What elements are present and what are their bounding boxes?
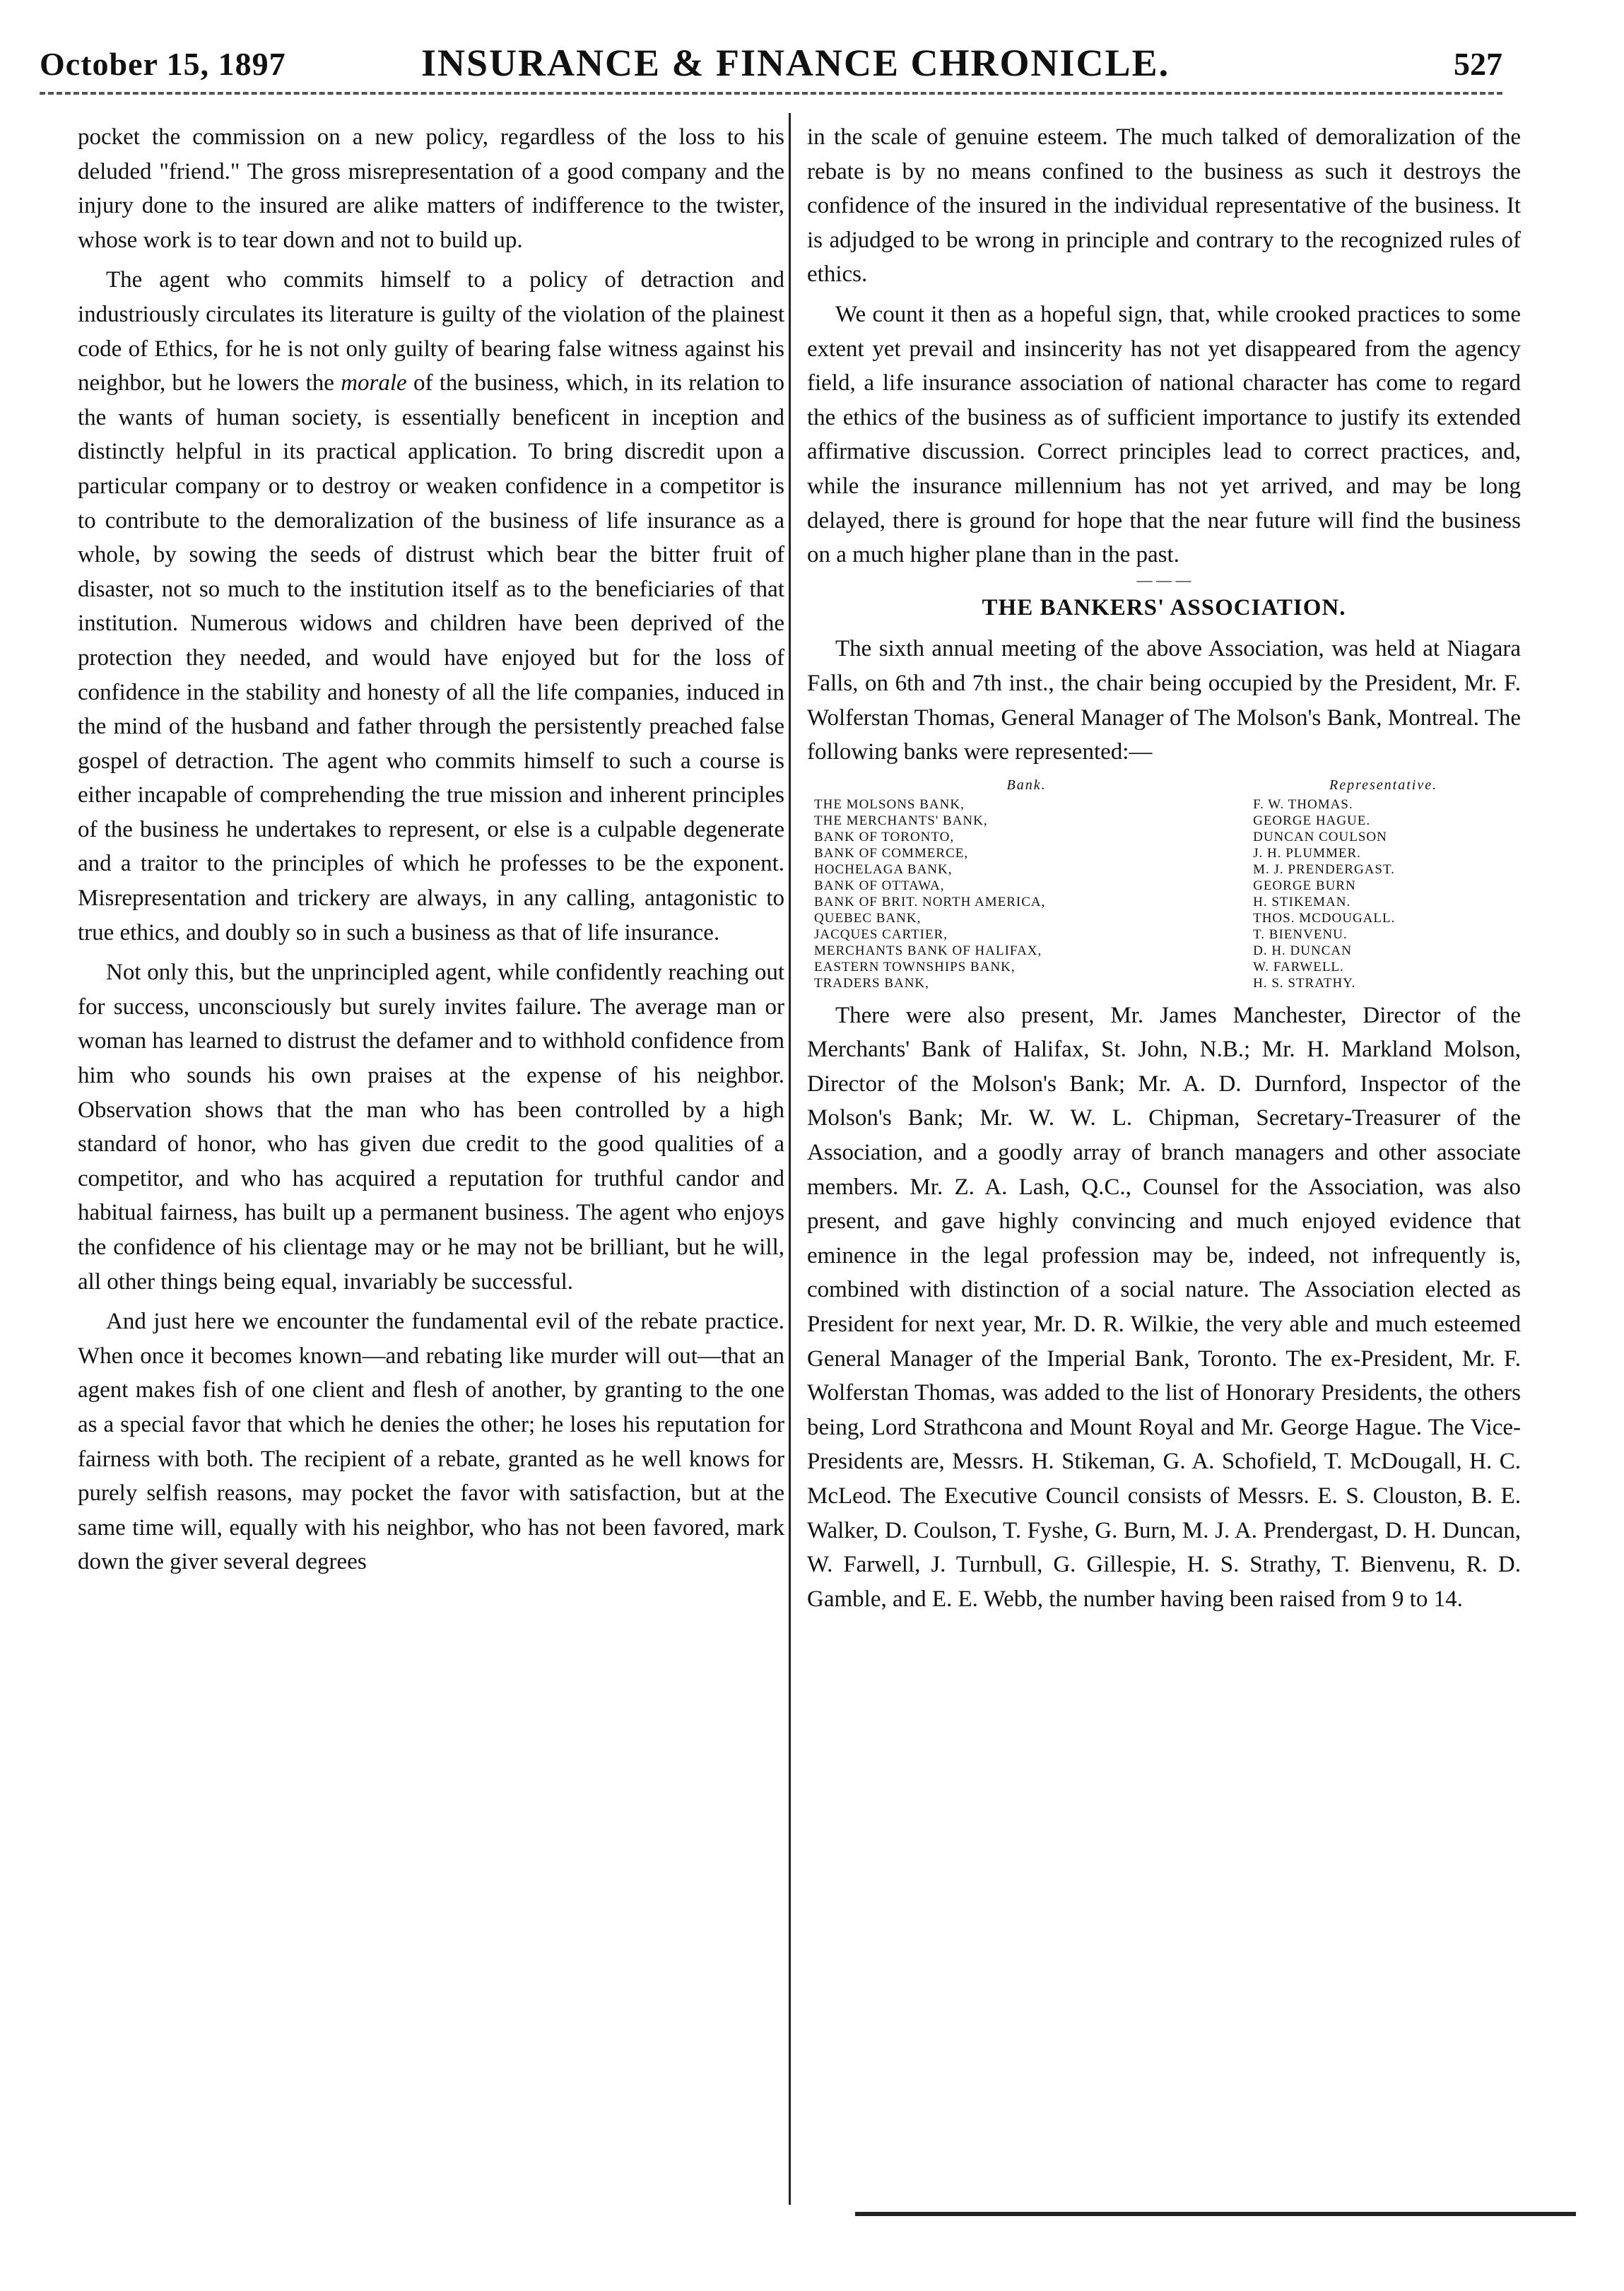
bank-name-cell: BANK OF TORONTO, — [814, 829, 955, 844]
representative-cell: T. BIENVENU. — [1253, 926, 1348, 942]
bank-name-cell: THE MERCHANTS' BANK, — [814, 813, 988, 828]
issue-date: October 15, 1897 — [40, 46, 286, 82]
representative-cell: H. S. STRATHY. — [1253, 975, 1356, 991]
left-paragraph-2-part-b: of the business, which, in its relation to the wants of human society, is essentially beneficent in inception and distinctly helpful in its practical application. To bring discredit upon a particular company or to destroy or weaken confidence in a competitor is to contribute to the demoralization of the business of life insurance as a whole, by sowing the seeds of distrust which bear the bitter fruit of disaster, not so much to the institution itself as to the beneficiaries of that institution. Numerous widows and children have been deprived of the protection they needed, and would have enjoyed but for the loss of confidence in the stability and honesty of all the life companies, induced in the mind of the husband and father through the persistently preached false gospel of detraction. The agent who commits himself to such a course is either incapable of comprehending the true mission and inherent principles of the business he undertakes to represent, or else is a culpable degenerate and a traitor to the principles of which he professes to be the exponent. Misrepresentation and trickery are always, in any calling, antagonistic to true ethics, and doubly so in such a business as that of life insurance. — [78, 370, 785, 946]
bank-name-cell: HOCHELAGA BANK, — [814, 861, 953, 877]
table-row — [807, 910, 1521, 926]
representative-cell: W. FARWELL. — [1253, 959, 1344, 974]
table-row — [807, 959, 1521, 975]
bank-name-cell: BANK OF BRIT. NORTH AMERICA, — [814, 894, 1046, 909]
right-paragraph-1: in the scale of genuine esteem. The much talked of demoralization of the rebate is by no means confined to the business as such it destroys the confidence of the insured in the individual representative of the business. It is adjudged to be wrong in principle and contrary to the recognized rules of ethics. — [807, 124, 1521, 288]
representative-cell: D. H. DUNCAN — [1253, 943, 1352, 958]
representative-cell: THOS. MCDOUGALL. — [1253, 910, 1396, 926]
table-row — [807, 845, 1521, 861]
bank-name-cell: MERCHANTS BANK OF HALIFAX, — [814, 943, 1042, 958]
representative-cell: H. STIKEMAN. — [1253, 894, 1351, 909]
table-row — [807, 926, 1521, 943]
left-paragraph-2-part-a: The agent who commits himself to a policy of detraction and industriously circulates its literature is guilty of the violation of the plainest code of Ethics, for he is not only guilty of bearing false witness against his neighbor, but he lowers the — [78, 267, 784, 396]
representative-cell: J. H. PLUMMER. — [1253, 845, 1361, 861]
bank-name-cell: BANK OF COMMERCE, — [814, 845, 969, 861]
table-row — [807, 975, 1521, 991]
bank-name-cell: JACQUES CARTIER, — [814, 926, 948, 942]
left-paragraph-4: And just here we encounter the fundamental evil of the rebate practice. When once it becomes known—and rebating like murder will out—that an agent makes fish of one client and flesh of another, by granting to the one as a special favor that which he denies the other; he loses his reputation for fairness with both. The recipient of a rebate, granted as he well knows for purely selfish reasons, may pocket the favor with satisfaction, but at the same time will, equally with his neighbor, who has not been favored, mark down the giver several degrees — [78, 1309, 784, 1575]
header-rule — [40, 92, 1502, 95]
bank-name-cell: QUEBEC BANK, — [814, 910, 922, 926]
representative-cell: F. W. THOMAS. — [1253, 796, 1353, 812]
representative-cell: GEORGE BURN — [1253, 878, 1356, 893]
italic-morale: morale — [341, 370, 407, 396]
bank-name-cell: THE MOLSONS BANK, — [814, 796, 965, 812]
table-row — [807, 943, 1521, 959]
left-paragraph-2 — [78, 263, 784, 950]
column-header-bank: Bank. — [1006, 777, 1047, 793]
right-column — [807, 120, 1521, 1616]
table-row — [807, 796, 1521, 813]
bank-name-cell: TRADERS BANK, — [814, 975, 929, 991]
section-heading: THE BANKERS' ASSOCIATION. — [982, 594, 1346, 620]
page-number: 527 — [1454, 46, 1502, 82]
table-row — [807, 813, 1521, 829]
representative-cell: DUNCAN COULSON — [1253, 829, 1387, 844]
footer-rule — [855, 2212, 1576, 2216]
left-paragraph-3: Not only this, but the unprincipled agent, while confidently reaching out for success, unconsciously but surely invites failure. The average man or woman has learned to distrust the defamer and to withhold confidence from him who sounds his own praises at the expense of his neighbor. Observation shows that the man who has been controlled by a high standard of honor, who has given due credit to the good qualities of a competitor, and who has acquired a reputation for truthful candor and habitual fairness, has built up a permanent business. The agent who enjoys the confidence of his clientage may or he may not be brilliant, but he will, all other things being equal, invariably be successful. — [78, 960, 784, 1295]
banks-table-header — [807, 777, 1521, 796]
table-row — [807, 894, 1521, 910]
column-divider — [789, 113, 791, 2205]
representative-cell: M. J. PRENDERGAST. — [1253, 861, 1395, 877]
left-column — [78, 120, 784, 1579]
table-row — [807, 829, 1521, 845]
left-paragraph-1: pocket the commission on a new policy, regardless of the loss to his deluded "friend." The gross misrepresentation of a good company and the injury done to the insured are alike matters of indifference to the twister, whose work is to tear down and not to build up. — [78, 124, 784, 253]
banks-table — [807, 777, 1521, 991]
publication-title: INSURANCE & FINANCE CHRONICLE. — [421, 42, 1170, 84]
bank-name-cell: EASTERN TOWNSHIPS BANK, — [814, 959, 1016, 974]
bank-name-cell: BANK OF OTTAWA, — [814, 878, 945, 893]
page-header — [40, 40, 1502, 89]
table-row — [807, 861, 1521, 878]
right-paragraph-2: We count it then as a hopeful sign, that, while crooked practices to some extent yet prevail and insincerity has not yet disappeared from the agency field, a life insurance association of national character has come to regard the ethics of the business as of sufficient importance to justify its extended affirmative discussion. Correct principles lead to correct practices, and, while the insurance millennium has not yet arrived, and may be long delayed, there is ground for hope that the near future will find the business on a much higher plane than in the past. — [807, 301, 1521, 568]
representative-cell: GEORGE HAGUE. — [1253, 813, 1371, 828]
right-paragraph-3: The sixth annual meeting of the above Association, was held at Niagara Falls, on 6th and 7th inst., the chair being occupied by the President, Mr. F. Wolferstan Thomas, General Manager of The Molson's Bank, Montreal. The following banks were represented:— — [807, 636, 1521, 765]
section-separator: — — — — [1136, 570, 1191, 589]
column-header-representative: Representative. — [1329, 777, 1438, 793]
banks-table-body — [807, 796, 1521, 991]
table-row — [807, 878, 1521, 894]
right-paragraph-4: There were also present, Mr. James Manchester, Director of the Merchants' Bank of Halifax, St. John, N.B.; Mr. H. Markland Molson, Director of the Molson's Bank; Mr. A. D. Durnford, Inspector of the Molson's Bank; Mr. W. W. L. Chipman, Secretary-Treasurer of the Association, and a goodly array of branch managers and other associate members. Mr. Z. A. Lash, Q.C., Counsel for the Association, was also present, and gave highly convincing and much enjoyed evidence that eminence in the legal profession may be, indeed, not infrequently is, combined with distinction of a social nature. The Association elected as President for next year, Mr. D. R. Wilkie, the very able and much esteemed General Manager of the Imperial Bank, Toronto. The ex-President, Mr. F. Wolferstan Thomas, was added to the list of Honorary Presidents, the others being, Lord Strathcona and Mount Royal and Mr. George Hague. The Vice-Presidents are, Messrs. H. Stikeman, G. A. Schofield, T. McDougall, H. C. McLeod. The Executive Council consists of Messrs. E. S. Clouston, B. E. Walker, D. Coulson, T. Fyshe, G. Burn, M. J. A. Prendergast, D. H. Duncan, W. Farwell, J. Turnbull, G. Gillespie, H. S. Strathy, T. Bienvenu, R. D. Gamble, and E. E. Webb, the number having been raised from 9 to 14. — [807, 1002, 1521, 1612]
